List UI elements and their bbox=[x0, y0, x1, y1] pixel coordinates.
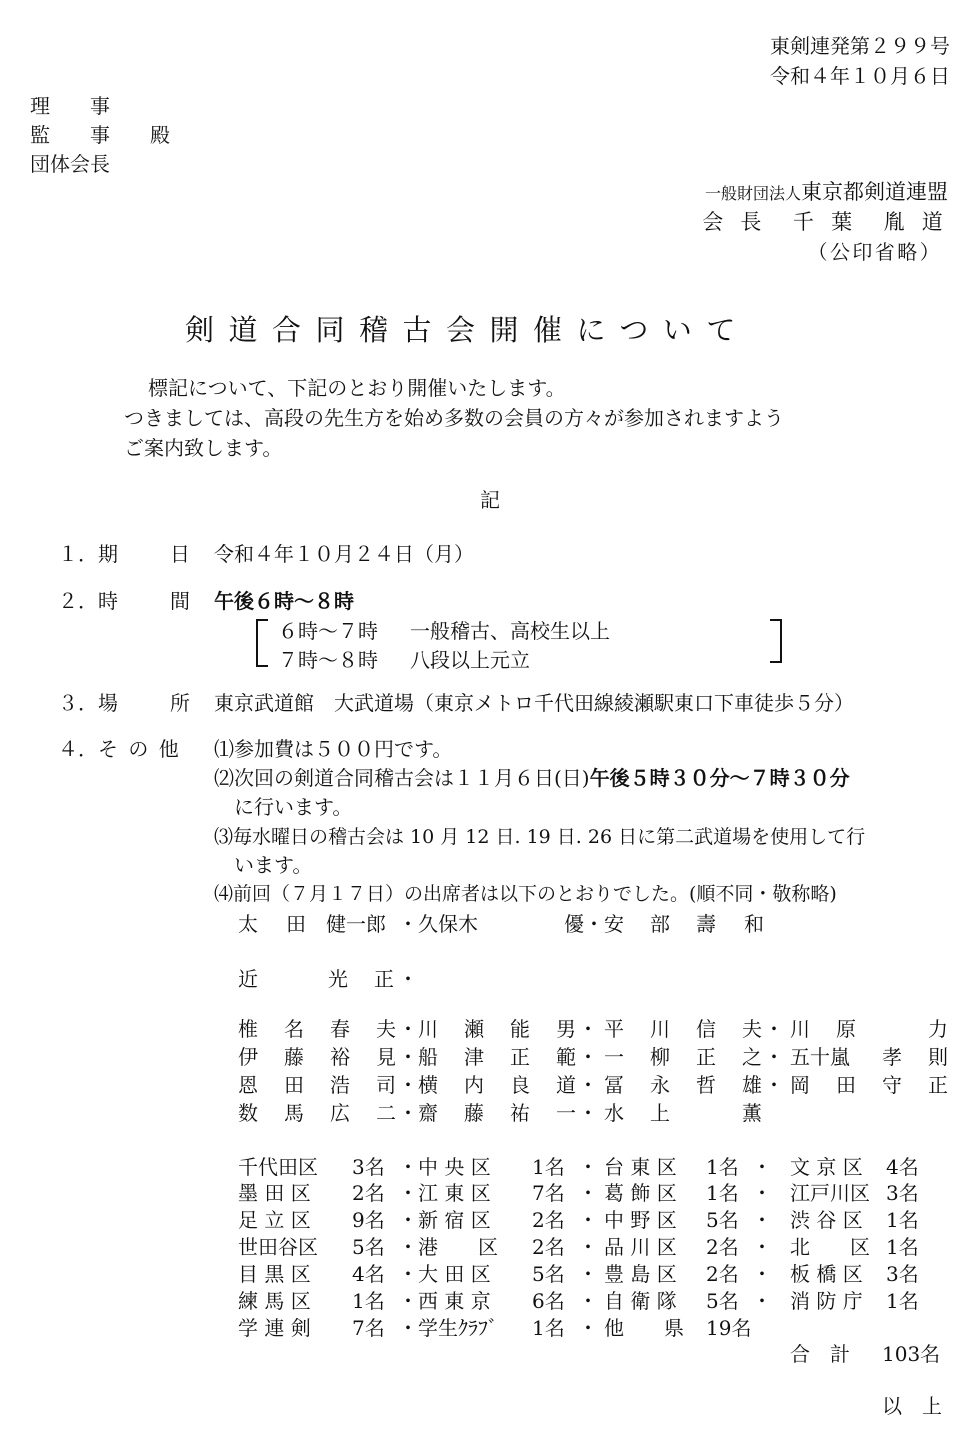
separator: ・ bbox=[578, 1155, 598, 1179]
separator: ・ bbox=[398, 1181, 418, 1205]
district-count: 19名 bbox=[706, 1316, 752, 1340]
item-2-value: 午後６時～８時 bbox=[214, 589, 354, 613]
attendee-name-part: 太 bbox=[238, 912, 258, 936]
item-3-label-a: 場 bbox=[98, 691, 118, 715]
attendee-name-part: 部 bbox=[650, 912, 670, 936]
separator: ・ bbox=[398, 1073, 418, 1097]
separator: ・ bbox=[764, 1073, 784, 1097]
attendee-name-part: 水 bbox=[604, 1101, 624, 1125]
attendee-name-part: 二 bbox=[376, 1101, 396, 1125]
attendee-name-part: 川 bbox=[790, 1017, 810, 1041]
district-count: 1名 bbox=[706, 1181, 739, 1205]
district-name: 台 東 区 bbox=[604, 1155, 677, 1179]
item-1-label-a: 期 bbox=[98, 542, 118, 566]
attendee-name-part: 浩 bbox=[330, 1073, 350, 1097]
closing: 以 上 bbox=[882, 1394, 942, 1418]
time-slot-1-desc: 一般稽古、高校生以上 bbox=[410, 619, 610, 643]
attendee-name-part: 数 bbox=[238, 1101, 258, 1125]
sender-org bbox=[705, 182, 948, 203]
district-count: 5名 bbox=[352, 1235, 385, 1259]
intro-line-1: 標記について、下記のとおり開催いたします。 bbox=[148, 376, 566, 400]
sender-org-prefix: 一般財団法人 bbox=[704, 184, 801, 203]
separator: ・ bbox=[398, 1262, 418, 1286]
attendee-name-part: 田 bbox=[286, 912, 306, 936]
separator: ・ bbox=[752, 1235, 772, 1259]
attendee-name-part: 薫 bbox=[742, 1101, 762, 1125]
district-count: 1名 bbox=[886, 1235, 919, 1259]
separator: ・ bbox=[398, 1208, 418, 1232]
attendee-name-part: 内 bbox=[464, 1073, 484, 1097]
district-count: 1名 bbox=[886, 1289, 919, 1313]
attendee-name-part: 田 bbox=[836, 1073, 856, 1097]
sender-title-name: 会 長 千 葉 胤 道 bbox=[702, 210, 948, 234]
district-name: 足 立 区 bbox=[238, 1208, 311, 1232]
item-1-value: 令和４年１０月２４日（月） bbox=[214, 542, 474, 566]
total-value: 103名 bbox=[882, 1342, 941, 1366]
district-name: 他 県 bbox=[604, 1316, 684, 1340]
district-count: 9名 bbox=[352, 1208, 385, 1232]
attendee-name-part: 田 bbox=[284, 1073, 304, 1097]
attendee-name-part: 之 bbox=[742, 1045, 762, 1069]
item-3-label-b: 所 bbox=[170, 691, 190, 715]
district-name: 板 橋 区 bbox=[790, 1262, 863, 1286]
district-name: 西 東 京 bbox=[418, 1289, 491, 1313]
attendee-name-part: 船 bbox=[418, 1045, 438, 1069]
attendee-name-part: 安 bbox=[604, 912, 624, 936]
intro-line-2: つきましては、高段の先生方を始め多数の会員の方々が参加されますよう bbox=[124, 406, 784, 430]
sender-org-name: 東京都剣道連盟 bbox=[801, 180, 948, 204]
district-count: 5名 bbox=[532, 1262, 565, 1286]
attendee-name-part: 上 bbox=[650, 1101, 670, 1125]
separator: ・ bbox=[578, 1316, 598, 1340]
district-name: 練 馬 区 bbox=[238, 1289, 311, 1313]
doc-date: 令和４年１０月６日 bbox=[770, 64, 950, 88]
note-4: ⑷前回（７月１７日）の出席者は以下のとおりでした。(順不同・敬称略) bbox=[214, 883, 837, 905]
attendee-name-part: 司 bbox=[376, 1073, 396, 1097]
attendee-name-part: 川 bbox=[650, 1017, 670, 1041]
attendee-name-part: 永 bbox=[650, 1073, 670, 1097]
note-2-cont: に行います。 bbox=[234, 795, 353, 819]
district-count: 5名 bbox=[706, 1208, 739, 1232]
district-name: 葛 飾 区 bbox=[604, 1181, 677, 1205]
item-2-number: ２． bbox=[58, 589, 98, 613]
attendee-name-part: 広 bbox=[330, 1101, 350, 1125]
attendee-name-part: 道 bbox=[556, 1073, 576, 1097]
attendee-name-part: 原 bbox=[836, 1017, 856, 1041]
doc-number: 東剣連発第２９９号 bbox=[770, 34, 950, 58]
separator: ・ bbox=[398, 912, 418, 936]
item-2-label-a: 時 bbox=[98, 589, 118, 613]
district-count: 4名 bbox=[886, 1155, 919, 1179]
separator: ・ bbox=[584, 912, 604, 936]
attendee-name-part: 久保木 bbox=[418, 912, 478, 936]
separator: ・ bbox=[398, 1017, 418, 1041]
separator: ・ bbox=[578, 1101, 598, 1125]
district-name: 世田谷区 bbox=[238, 1235, 318, 1259]
separator: ・ bbox=[578, 1289, 598, 1313]
separator: ・ bbox=[398, 1045, 418, 1069]
note-2 bbox=[214, 768, 850, 788]
district-name: 渋 谷 区 bbox=[790, 1208, 863, 1232]
attendee-name-part: 壽 bbox=[696, 912, 716, 936]
district-name: 新 宿 区 bbox=[418, 1208, 491, 1232]
district-name: 品 川 区 bbox=[604, 1235, 677, 1259]
district-name: 千代田区 bbox=[238, 1155, 318, 1179]
attendee-name-part: 正 bbox=[374, 967, 394, 991]
attendee-name-part: 馬 bbox=[284, 1101, 304, 1125]
separator: ・ bbox=[578, 1208, 598, 1232]
attendee-name-part: 雄 bbox=[742, 1073, 762, 1097]
attendee-name-part: 横 bbox=[418, 1073, 438, 1097]
attendee-name-part: 近 bbox=[238, 967, 258, 991]
attendee-name-part: 五十嵐 bbox=[790, 1045, 850, 1069]
district-count: 2名 bbox=[532, 1235, 565, 1259]
separator: ・ bbox=[764, 1017, 784, 1041]
attendee-name-part: 信 bbox=[696, 1017, 716, 1041]
seal-note: （公印省略） bbox=[807, 240, 942, 264]
item-3-number: ３． bbox=[58, 691, 98, 715]
district-name: 墨 田 区 bbox=[238, 1181, 311, 1205]
district-count: 6名 bbox=[532, 1289, 565, 1313]
note-2-text: ⑵次回の剣道合同稽古会は１１月６日(日) bbox=[214, 766, 590, 790]
attendee-name-part: 平 bbox=[604, 1017, 624, 1041]
district-name: 豊 島 区 bbox=[604, 1262, 677, 1286]
district-name: 学生ｸﾗﾌﾞ bbox=[418, 1316, 498, 1340]
attendee-name-part: 瀬 bbox=[464, 1017, 484, 1041]
note-3-cont: います。 bbox=[234, 853, 313, 877]
ki-heading: 記 bbox=[480, 488, 500, 512]
separator: ・ bbox=[764, 1045, 784, 1069]
left-bracket bbox=[256, 619, 268, 667]
attendee-name-part: 春 bbox=[330, 1017, 350, 1041]
district-count: 4名 bbox=[352, 1262, 385, 1286]
time-slot-2: ７時～８時 bbox=[278, 648, 378, 672]
item-4-label: そ の 他 bbox=[98, 737, 181, 761]
district-count: 7名 bbox=[532, 1181, 565, 1205]
attendee-name-part: 正 bbox=[928, 1073, 948, 1097]
district-name: 自 衛 隊 bbox=[604, 1289, 677, 1313]
item-3-value: 東京武道館 大武道場（東京メトロ千代田線綾瀬駅東口下車徒歩５分） bbox=[214, 691, 854, 715]
item-4-number: ４． bbox=[58, 737, 98, 761]
attendee-name-part: 正 bbox=[696, 1045, 716, 1069]
separator: ・ bbox=[752, 1181, 772, 1205]
separator: ・ bbox=[578, 1181, 598, 1205]
separator: ・ bbox=[752, 1208, 772, 1232]
district-name: 目 黒 区 bbox=[238, 1262, 311, 1286]
attendee-name-part: 見 bbox=[376, 1045, 396, 1069]
district-count: 1名 bbox=[886, 1208, 919, 1232]
note-1: ⑴参加費は５００円です。 bbox=[214, 737, 453, 761]
attendee-name-part: 藤 bbox=[284, 1045, 304, 1069]
attendee-name-part: 夫 bbox=[742, 1017, 762, 1041]
attendee-name-part: 健一郎 bbox=[326, 912, 386, 936]
attendee-name-part: 津 bbox=[464, 1045, 484, 1069]
attendee-name-part: 哲 bbox=[696, 1073, 716, 1097]
district-count: 1名 bbox=[352, 1289, 385, 1313]
attendee-name-part: 良 bbox=[510, 1073, 530, 1097]
separator: ・ bbox=[578, 1073, 598, 1097]
attendee-name-part: 範 bbox=[556, 1045, 576, 1069]
note-2-time: 午後５時３０分～７時３０分 bbox=[589, 766, 850, 790]
separator: ・ bbox=[398, 1235, 418, 1259]
attendee-name-part: 則 bbox=[928, 1045, 948, 1069]
attendee-name-part: 正 bbox=[510, 1045, 530, 1069]
intro-line-3: ご案内致します。 bbox=[124, 436, 283, 460]
separator: ・ bbox=[398, 1316, 418, 1340]
attendee-name-part: 一 bbox=[604, 1045, 624, 1069]
district-count: 2名 bbox=[352, 1181, 385, 1205]
attendee-name-part: 裕 bbox=[330, 1045, 350, 1069]
attendee-name-part: 冨 bbox=[604, 1073, 624, 1097]
attendee-name-part: 伊 bbox=[238, 1045, 258, 1069]
district-count: 1名 bbox=[532, 1316, 565, 1340]
separator: ・ bbox=[752, 1262, 772, 1286]
right-bracket bbox=[770, 619, 782, 663]
district-name: 文 京 区 bbox=[790, 1155, 863, 1179]
attendee-name-part: 柳 bbox=[650, 1045, 670, 1069]
attendee-name-part: 椎 bbox=[238, 1017, 258, 1041]
document-title: 剣道合同稽古会開催について bbox=[185, 313, 750, 347]
attendee-name-part: 齋 bbox=[418, 1101, 438, 1125]
district-count: 3名 bbox=[352, 1155, 385, 1179]
separator: ・ bbox=[578, 1235, 598, 1259]
attendee-name-part: 川 bbox=[418, 1017, 438, 1041]
district-count: 1名 bbox=[532, 1155, 565, 1179]
item-1-number: １． bbox=[58, 542, 98, 566]
attendee-name-part: 優 bbox=[564, 912, 584, 936]
note-3: ⑶毎水曜日の稽古会は 10 月 12 日. 19 日. 26 日に第二武道場を使用して行 bbox=[214, 826, 866, 848]
district-count: 5名 bbox=[706, 1289, 739, 1313]
time-slot-2-desc: 八段以上元立 bbox=[410, 648, 530, 672]
district-name: 港 区 bbox=[418, 1235, 498, 1259]
district-count: 3名 bbox=[886, 1181, 919, 1205]
attendee-name-part: 孝 bbox=[882, 1045, 902, 1069]
district-count: 2名 bbox=[706, 1235, 739, 1259]
total-label: 合 計 bbox=[790, 1342, 850, 1366]
attendee-name-part: 力 bbox=[928, 1017, 948, 1041]
time-slot-1: ６時～７時 bbox=[278, 619, 378, 643]
separator: ・ bbox=[578, 1045, 598, 1069]
district-count: 2名 bbox=[706, 1262, 739, 1286]
attendee-name-part: 恩 bbox=[238, 1073, 258, 1097]
addressee-group-heads: 団体会長 bbox=[30, 152, 110, 176]
separator: ・ bbox=[398, 1289, 418, 1313]
item-1-label-b: 日 bbox=[170, 542, 190, 566]
attendee-name-part: 能 bbox=[510, 1017, 530, 1041]
separator: ・ bbox=[398, 1155, 418, 1179]
separator: ・ bbox=[752, 1155, 772, 1179]
district-name: 学 連 剣 bbox=[238, 1316, 311, 1340]
district-name: 大 田 区 bbox=[418, 1262, 491, 1286]
attendee-name-part: 和 bbox=[744, 912, 764, 936]
attendee-name-part: 男 bbox=[556, 1017, 576, 1041]
separator: ・ bbox=[578, 1017, 598, 1041]
district-count: 3名 bbox=[886, 1262, 919, 1286]
attendee-name-part: 光 bbox=[328, 967, 348, 991]
separator: ・ bbox=[398, 967, 418, 991]
attendee-name-part: 守 bbox=[882, 1073, 902, 1097]
separator: ・ bbox=[752, 1289, 772, 1313]
separator: ・ bbox=[398, 1101, 418, 1125]
district-name: 北 区 bbox=[790, 1235, 870, 1259]
attendee-name-part: 夫 bbox=[376, 1017, 396, 1041]
district-count: 1名 bbox=[706, 1155, 739, 1179]
separator: ・ bbox=[578, 1262, 598, 1286]
attendee-name-part: 藤 bbox=[464, 1101, 484, 1125]
attendee-name-part: 名 bbox=[284, 1017, 304, 1041]
addressee-auditors: 監 事 殿 bbox=[30, 123, 170, 147]
attendee-name-part: 祐 bbox=[510, 1101, 530, 1125]
district-name: 中 央 区 bbox=[418, 1155, 491, 1179]
district-name: 消 防 庁 bbox=[790, 1289, 863, 1313]
district-name: 江 東 区 bbox=[418, 1181, 491, 1205]
district-name: 江戸川区 bbox=[790, 1181, 870, 1205]
district-name: 中 野 区 bbox=[604, 1208, 677, 1232]
item-2-label-b: 間 bbox=[170, 589, 190, 613]
district-count: 2名 bbox=[532, 1208, 565, 1232]
attendee-name-part: 岡 bbox=[790, 1073, 810, 1097]
district-count: 7名 bbox=[352, 1316, 385, 1340]
attendee-name-part: 一 bbox=[556, 1101, 576, 1125]
addressee-directors: 理 事 bbox=[30, 94, 110, 118]
